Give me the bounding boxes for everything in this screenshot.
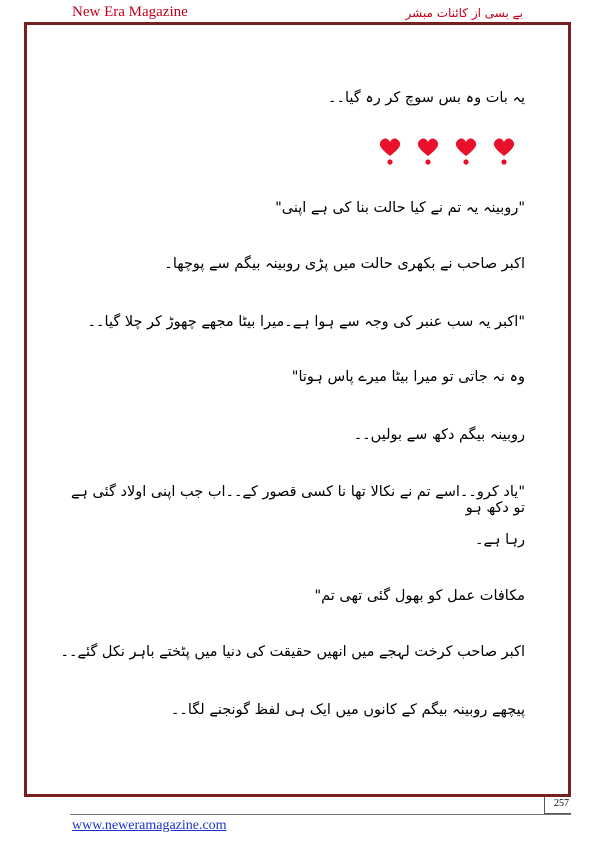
- heart-exclamation-icon: [377, 136, 403, 166]
- story-title: بے بسی از کائنات مبشر: [405, 6, 523, 20]
- magazine-name: New Era Magazine: [72, 4, 188, 20]
- text-line-8: رہا ہے۔: [474, 532, 525, 548]
- website-link[interactable]: www.neweramagazine.com: [72, 818, 227, 833]
- text-line-11: پیچھے روبینہ بیگم کے کانوں میں ایک ہی لفظ گونجنے لگا۔۔: [170, 702, 525, 718]
- text-line-10: اکبر صاحب کرخت لہجے میں انھیں حقیقت کی دنیا میں پٹختے باہر نکل گئے۔۔: [60, 644, 525, 660]
- heart-exclamation-icon: [491, 136, 517, 166]
- footer-rule: [70, 814, 571, 815]
- text-line-6: روبینہ بیگم دکھ سے بولیں۔۔: [353, 427, 525, 443]
- text-line-2: "روبینہ یہ تم نے کیا حالت بنا کی ہے اپنی": [275, 200, 525, 216]
- text-line-5: وہ نہ جاتی تو میرا بیٹا میرے پاس ہوتا": [291, 369, 525, 385]
- page-number: 257: [554, 798, 569, 809]
- text-line-3: اکبر صاحب نے بکھری حالت میں پڑی روبینہ بیگم سے پوچھا۔: [164, 256, 525, 272]
- heart-divider: [377, 136, 517, 166]
- text-line-9: مکافات عمل کو بھول گئی تھی تم": [314, 588, 525, 604]
- heart-exclamation-icon: [415, 136, 441, 166]
- text-line-1: یہ بات وہ بس سوچ کر رہ گیا۔۔: [327, 90, 525, 106]
- text-line-7: "یاد کرو۔۔اسے تم نے نکالا تھا نا کسی قصور کے۔۔اب جب اپنی اولاد گئی ہے تو دکھ ہو: [70, 484, 525, 516]
- heart-exclamation-icon: [453, 136, 479, 166]
- text-line-4: "اکبر یہ سب عنبر کی وجہ سے ہوا ہے۔میرا بیٹا مجھے چھوڑ کر چلا گیا۔۔: [87, 314, 525, 330]
